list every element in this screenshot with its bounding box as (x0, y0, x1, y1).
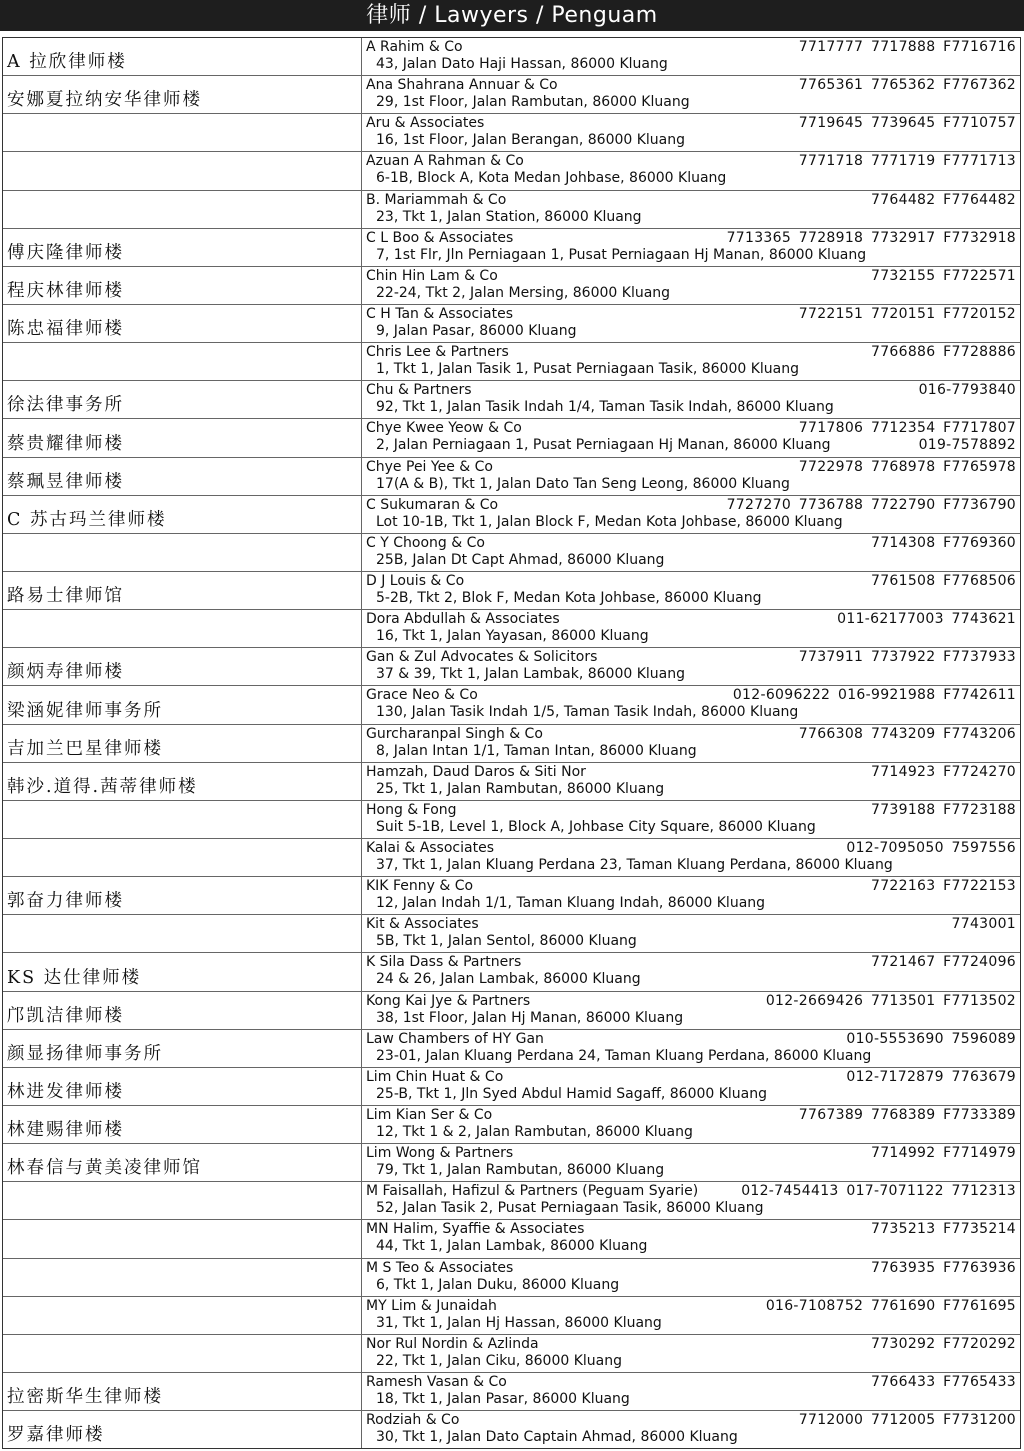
firm-name: Azuan A Rahman & Co (366, 153, 524, 170)
phone-numbers: 7719645 7739645 F7710757 (798, 115, 1016, 132)
directory-row (3, 305, 1020, 343)
phone-numbers: 7714992 F7714979 (870, 1145, 1016, 1162)
chinese-name: 安娜夏拉纳安华律师楼 (3, 76, 362, 113)
firm-address: 22, Tkt 1, Jalan Ciku, 86000 Kluang (376, 1352, 623, 1369)
firm-address: Lot 10-1B, Tkt 1, Jalan Block F, Medan Kota Johbase, 86000 Kluang (376, 513, 843, 530)
chinese-name: 郭奋力律师楼 (3, 877, 362, 914)
phone-numbers: 7763935 F7763936 (870, 1259, 1016, 1276)
firm-name: Chye Kwee Yeow & Co (366, 420, 522, 437)
directory-row (3, 38, 1020, 76)
firm-info (362, 191, 1020, 228)
firm-name: Kit & Associates (366, 916, 479, 933)
phone-numbers: 7712000 7712005 F7731200 (798, 1412, 1016, 1429)
firm-address: 7, 1st Flr, Jln Perniagaan 1, Pusat Perniagaan Hj Manan, 86000 Kluang (376, 246, 867, 263)
directory-row (3, 419, 1020, 457)
chinese-name (3, 1220, 362, 1257)
extra-phone: 019-7578892 (918, 437, 1016, 454)
directory-row (3, 1106, 1020, 1144)
directory-row (3, 1335, 1020, 1373)
chinese-name: 林建赐律师楼 (3, 1106, 362, 1143)
chinese-name: 拉密斯华生律师楼 (3, 1373, 362, 1410)
phone-numbers: 7735213 F7735214 (870, 1221, 1016, 1238)
firm-address: 79, Tkt 1, Jalan Rambutan, 86000 Kluang (376, 1162, 665, 1179)
firm-name: Nor Rul Nordin & Azlinda (366, 1335, 539, 1352)
firm-info (362, 1068, 1020, 1105)
firm-address: 29, 1st Floor, Jalan Rambutan, 86000 Kluang (376, 94, 690, 111)
firm-address: 37 & 39, Tkt 1, Jalan Lambak, 86000 Kluang (376, 666, 686, 683)
firm-info (362, 877, 1020, 914)
firm-info (362, 496, 1020, 533)
firm-info (362, 953, 1020, 990)
directory-row (3, 801, 1020, 839)
firm-info (362, 1182, 1020, 1219)
firm-name: Grace Neo & Co (366, 687, 478, 704)
directory-row (3, 458, 1020, 496)
directory-header (0, 0, 1024, 31)
firm-address: 38, 1st Floor, Jalan Hj Manan, 86000 Kluang (376, 1009, 684, 1026)
chinese-name (3, 534, 362, 571)
firm-address: 24 & 26, Jalan Lambak, 86000 Kluang (376, 971, 641, 988)
firm-info (362, 534, 1020, 571)
firm-address: 22-24, Tkt 2, Jalan Mersing, 86000 Kluang (376, 284, 671, 301)
directory-row (3, 877, 1020, 915)
chinese-name: 蔡贵耀律师楼 (3, 419, 362, 456)
firm-name: C L Boo & Associates (366, 229, 514, 246)
firm-name: MN Halim, Syaffie & Associates (366, 1221, 585, 1238)
header-title-latin: / Lawyers / Penguam (418, 3, 658, 28)
directory-row (3, 152, 1020, 190)
chinese-name (3, 610, 362, 647)
chinese-name: 林进发律师楼 (3, 1068, 362, 1105)
header-title-chinese: 律师 (366, 3, 412, 28)
chinese-name (3, 1259, 362, 1296)
firm-name: D J Louis & Co (366, 572, 465, 589)
firm-info (362, 763, 1020, 800)
firm-address: 23, Tkt 1, Jalan Station, 86000 Kluang (376, 208, 642, 225)
firm-address: 9, Jalan Pasar, 86000 Kluang (376, 322, 577, 339)
chinese-name: 林春信与黄美凌律师馆 (3, 1144, 362, 1181)
phone-numbers: 7717806 7712354 F7717807 (798, 420, 1016, 437)
firm-name: C Sukumaran & Co (366, 496, 499, 513)
chinese-name: 韩沙.道得.茜蒂律师楼 (3, 763, 362, 800)
firm-info (362, 419, 1020, 456)
directory-row (3, 534, 1020, 572)
firm-info (362, 1220, 1020, 1257)
firm-name: KIK Fenny & Co (366, 878, 474, 895)
phone-numbers: 012-2669426 7713501 F7713502 (765, 992, 1016, 1009)
firm-name: K Sila Dass & Partners (366, 954, 522, 971)
phone-numbers: 7764482 F7764482 (870, 191, 1016, 208)
firm-info (362, 648, 1020, 685)
firm-address: 30, Tkt 1, Jalan Dato Captain Ahmad, 86000 Kluang (376, 1429, 738, 1446)
firm-name: Hong & Fong (366, 801, 457, 818)
directory-row (3, 686, 1020, 724)
chinese-name: 程庆林律师楼 (3, 267, 362, 304)
directory-row (3, 1411, 1020, 1448)
lawyers-directory-table (2, 37, 1021, 1449)
phone-numbers: 7717777 7717888 F7716716 (798, 39, 1016, 55)
phone-numbers: 7722978 7768978 F7765978 (798, 458, 1016, 475)
phone-numbers: 7737911 7737922 F7737933 (798, 649, 1016, 666)
firm-name: Law Chambers of HY Gan (366, 1030, 544, 1047)
firm-address: 5B, Tkt 1, Jalan Sentol, 86000 Kluang (376, 933, 637, 950)
chinese-name: 颜显扬律师事务所 (3, 1030, 362, 1067)
directory-row (3, 1297, 1020, 1335)
firm-name: Aru & Associates (366, 115, 485, 132)
directory-row (3, 1030, 1020, 1068)
phone-numbers: 7732155 F7722571 (870, 267, 1016, 284)
firm-info (362, 38, 1020, 75)
chinese-name: 颜炳寿律师楼 (3, 648, 362, 685)
firm-name: Rodziah & Co (366, 1412, 460, 1429)
chinese-name: 路易士律师馆 (3, 572, 362, 609)
directory-row (3, 992, 1020, 1030)
phone-numbers: 7743001 (951, 916, 1016, 933)
firm-info (362, 1144, 1020, 1181)
firm-address: 92, Tkt 1, Jalan Tasik Indah 1/4, Taman Tasik Indah, 86000 Kluang (376, 399, 834, 416)
phone-numbers: 7765361 7765362 F7767362 (798, 77, 1016, 94)
chinese-name: 梁涵妮律师事务所 (3, 686, 362, 723)
directory-row (3, 839, 1020, 877)
chinese-name (3, 801, 362, 838)
phone-numbers: 7761508 F7768506 (870, 572, 1016, 589)
firm-address: 16, 1st Floor, Jalan Berangan, 86000 Kluang (376, 132, 686, 149)
chinese-name (3, 191, 362, 228)
firm-address: 6, Tkt 1, Jalan Duku, 86000 Kluang (376, 1276, 620, 1293)
firm-name: Chye Pei Yee & Co (366, 458, 493, 475)
firm-name: Gan & Zul Advocates & Solicitors (366, 649, 598, 666)
firm-address: 12, Jalan Indah 1/1, Taman Kluang Indah, 86000 Kluang (376, 895, 766, 912)
firm-info (362, 801, 1020, 838)
directory-row (3, 1259, 1020, 1297)
chinese-name: 罗嘉律师楼 (3, 1411, 362, 1448)
firm-info (362, 915, 1020, 952)
firm-address: 5-2B, Tkt 2, Blok F, Medan Kota Johbase, 86000 Kluang (376, 589, 762, 606)
phone-numbers: 7722151 7720151 F7720152 (798, 305, 1016, 322)
directory-row (3, 915, 1020, 953)
chinese-name: 吉加兰巴星律师楼 (3, 725, 362, 762)
directory-row (3, 648, 1020, 686)
phone-numbers: 7771718 7771719 F7771713 (798, 153, 1016, 170)
firm-address: 2, Jalan Perniagaan 1, Pusat Perniagaan Hj Manan, 86000 Kluang (376, 437, 831, 454)
firm-name: MY Lim & Junaidah (366, 1297, 497, 1314)
phone-numbers: 7766886 F7728886 (870, 344, 1016, 361)
firm-address: 44, Tkt 1, Jalan Lambak, 86000 Kluang (376, 1238, 648, 1255)
directory-row (3, 725, 1020, 763)
directory-row (3, 267, 1020, 305)
phone-numbers: 7714308 F7769360 (870, 534, 1016, 551)
firm-name: Hamzah, Daud Daros & Siti Nor (366, 763, 586, 780)
chinese-name (3, 114, 362, 151)
firm-address: 18, Tkt 1, Jalan Pasar, 86000 Kluang (376, 1390, 630, 1407)
firm-info (362, 305, 1020, 342)
directory-row (3, 1373, 1020, 1411)
phone-numbers: 012-7172879 7763679 (846, 1068, 1016, 1085)
phone-numbers: 012-7454413 017-7071122 7712313 (741, 1183, 1016, 1200)
firm-address: 25-B, Tkt 1, Jln Syed Abdul Hamid Sagaff, 86000 Kluang (376, 1085, 768, 1102)
firm-info (362, 458, 1020, 495)
firm-info (362, 229, 1020, 266)
firm-info (362, 992, 1020, 1029)
firm-info (362, 1411, 1020, 1448)
directory-row (3, 76, 1020, 114)
firm-info (362, 1373, 1020, 1410)
firm-name: Lim Wong & Partners (366, 1145, 514, 1162)
firm-name: C H Tan & Associates (366, 305, 513, 322)
firm-info (362, 267, 1020, 304)
directory-row (3, 381, 1020, 419)
firm-info (362, 686, 1020, 723)
firm-name: Chin Hin Lam & Co (366, 267, 498, 284)
phone-numbers: 016-7108752 7761690 F7761695 (765, 1297, 1016, 1314)
firm-address: 1, Tkt 1, Jalan Tasik 1, Pusat Perniagaan Tasik, 86000 Kluang (376, 361, 800, 378)
directory-row (3, 610, 1020, 648)
phone-numbers: 7722163 F7722153 (870, 878, 1016, 895)
chinese-name (3, 1335, 362, 1372)
firm-address: 52, Jalan Tasik 2, Pusat Perniagaan Tasik, 86000 Kluang (376, 1200, 764, 1217)
phone-numbers: 012-7095050 7597556 (846, 839, 1016, 856)
firm-info (362, 76, 1020, 113)
directory-row (3, 953, 1020, 991)
phone-numbers: 7766308 7743209 F7743206 (798, 725, 1016, 742)
chinese-name: 傅庆隆律师楼 (3, 229, 362, 266)
firm-name: Dora Abdullah & Associates (366, 611, 560, 628)
firm-info (362, 1297, 1020, 1334)
firm-info (362, 381, 1020, 418)
chinese-name: KS 达仕律师楼 (3, 953, 362, 990)
firm-info (362, 572, 1020, 609)
phone-numbers: 016-7793840 (918, 382, 1016, 399)
firm-name: Chris Lee & Partners (366, 344, 509, 361)
firm-name: M S Teo & Associates (366, 1259, 514, 1276)
firm-name: Lim Kian Ser & Co (366, 1106, 493, 1123)
chinese-name: C 苏古玛兰律师楼 (3, 496, 362, 533)
firm-name: Kong Kai Jye & Partners (366, 992, 531, 1009)
firm-address: 43, Jalan Dato Haji Hassan, 86000 Kluang (376, 56, 668, 72)
firm-info (362, 1335, 1020, 1372)
firm-address: 17(A & B), Tkt 1, Jalan Dato Tan Seng Leong, 86000 Kluang (376, 475, 790, 492)
directory-row (3, 1220, 1020, 1258)
phone-numbers: 010-5553690 7596089 (846, 1030, 1016, 1047)
directory-row (3, 763, 1020, 801)
firm-address: Suit 5-1B, Level 1, Block A, Johbase City Square, 86000 Kluang (376, 818, 816, 835)
firm-address: 23-01, Jalan Kluang Perdana 24, Taman Kluang Perdana, 86000 Kluang (376, 1047, 872, 1064)
phone-numbers: 7739188 F7723188 (870, 801, 1016, 818)
firm-info (362, 1106, 1020, 1143)
firm-name: Ramesh Vasan & Co (366, 1373, 507, 1390)
firm-info (362, 343, 1020, 380)
firm-info (362, 1030, 1020, 1067)
firm-address: 12, Tkt 1 & 2, Jalan Rambutan, 86000 Kluang (376, 1123, 693, 1140)
firm-info (362, 725, 1020, 762)
directory-row (3, 496, 1020, 534)
firm-address: 25B, Jalan Dt Capt Ahmad, 86000 Kluang (376, 551, 665, 568)
firm-info (362, 114, 1020, 151)
phone-numbers: 011-62177003 7743621 (837, 611, 1016, 628)
chinese-name: 邝凯洁律师楼 (3, 992, 362, 1029)
phone-numbers: 7727270 7736788 7722790 F7736790 (726, 496, 1016, 513)
phone-numbers: 7714923 F7724270 (870, 763, 1016, 780)
phone-numbers: 7721467 F7724096 (870, 954, 1016, 971)
firm-name: B. Mariammah & Co (366, 191, 507, 208)
phone-numbers: 7766433 F7765433 (870, 1373, 1016, 1390)
chinese-name: 陈忠福律师楼 (3, 305, 362, 342)
chinese-name: 徐法律事务所 (3, 381, 362, 418)
firm-address: 31, Tkt 1, Jalan Hj Hassan, 86000 Kluang (376, 1314, 662, 1331)
directory-row (3, 114, 1020, 152)
firm-name: Gurcharanpal Singh & Co (366, 725, 543, 742)
firm-name: C Y Choong & Co (366, 534, 485, 551)
firm-address: 37, Tkt 1, Jalan Kluang Perdana 23, Taman Kluang Perdana, 86000 Kluang (376, 856, 893, 873)
firm-address: 8, Jalan Intan 1/1, Taman Intan, 86000 Kluang (376, 742, 697, 759)
firm-address: 130, Jalan Tasik Indah 1/5, Taman Tasik Indah, 86000 Kluang (376, 704, 799, 721)
firm-address: 6-1B, Block A, Kota Medan Johbase, 86000 Kluang (376, 170, 727, 187)
phone-numbers: 7713365 7728918 7732917 F7732918 (726, 229, 1016, 246)
directory-row (3, 191, 1020, 229)
phone-numbers: 7767389 7768389 F7733389 (798, 1106, 1016, 1123)
firm-name: Ana Shahrana Annuar & Co (366, 77, 558, 94)
firm-name: M Faisallah, Hafizul & Partners (Peguam Syarie) (366, 1183, 699, 1200)
firm-name: A Rahim & Co (366, 39, 463, 55)
directory-row (3, 229, 1020, 267)
phone-numbers: 012-6096222 016-9921988 F7742611 (732, 687, 1016, 704)
chinese-name (3, 1182, 362, 1219)
firm-address: 16, Tkt 1, Jalan Yayasan, 86000 Kluang (376, 628, 649, 645)
chinese-name (3, 1297, 362, 1334)
directory-row (3, 572, 1020, 610)
firm-address: 25, Tkt 1, Jalan Rambutan, 86000 Kluang (376, 780, 665, 797)
chinese-name (3, 152, 362, 189)
chinese-name: 蔡珮昱律师楼 (3, 458, 362, 495)
firm-name: Chu & Partners (366, 382, 472, 399)
firm-info (362, 610, 1020, 647)
directory-row (3, 1182, 1020, 1220)
chinese-name (3, 839, 362, 876)
directory-row (3, 343, 1020, 381)
chinese-name: A 拉欣律师楼 (3, 38, 362, 75)
firm-info (362, 1259, 1020, 1296)
firm-info (362, 152, 1020, 189)
phone-numbers: 7730292 F7720292 (870, 1335, 1016, 1352)
chinese-name (3, 343, 362, 380)
directory-row (3, 1068, 1020, 1106)
directory-row (3, 1144, 1020, 1182)
firm-info (362, 839, 1020, 876)
firm-name: Kalai & Associates (366, 839, 494, 856)
chinese-name (3, 915, 362, 952)
firm-name: Lim Chin Huat & Co (366, 1068, 504, 1085)
